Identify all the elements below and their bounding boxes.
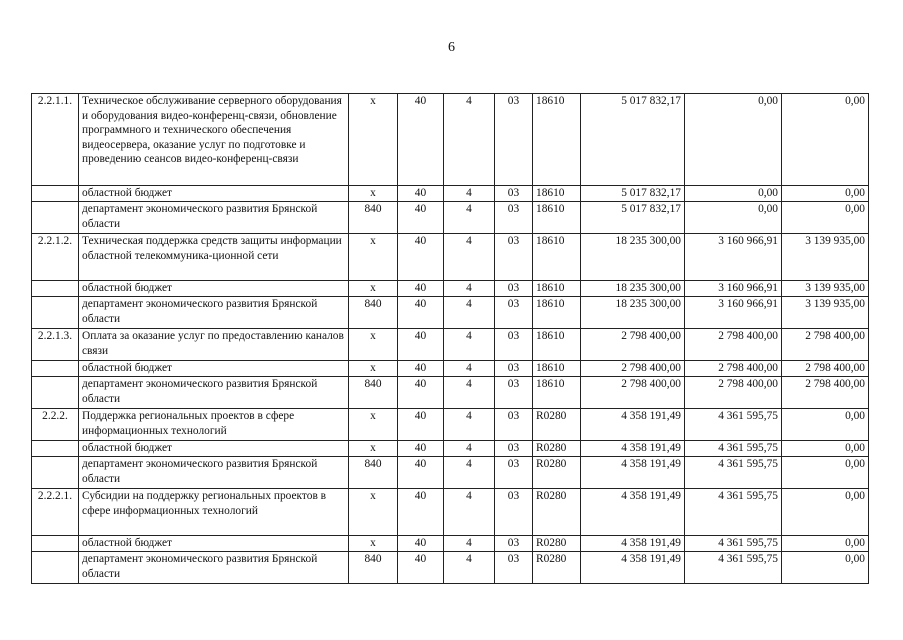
cell-amount-year-3: 2 798 400,00: [782, 361, 869, 377]
cell-section: 40: [398, 202, 444, 234]
cell-subsection: 4: [444, 441, 495, 457]
cell-amount-year-2: 2 798 400,00: [685, 329, 782, 361]
cell-grbs: x: [349, 186, 398, 202]
cell-description: департамент экономического развития Брянской области: [79, 552, 349, 584]
cell-item-number: 2.2.2.1.: [32, 489, 79, 536]
cell-expense-code: 18610: [533, 186, 581, 202]
cell-amount-year-1: 18 235 300,00: [581, 281, 685, 297]
cell-amount-year-2: 3 160 966,91: [685, 281, 782, 297]
cell-description: областной бюджет: [79, 281, 349, 297]
cell-expense-code: 18610: [533, 234, 581, 281]
cell-amount-year-3: 0,00: [782, 489, 869, 536]
cell-amount-year-3: 0,00: [782, 441, 869, 457]
table-row: [32, 186, 869, 202]
cell-subsection: 4: [444, 234, 495, 281]
cell-grbs: 840: [349, 377, 398, 409]
table-row: [32, 202, 869, 234]
cell-section: 40: [398, 377, 444, 409]
cell-grbs: 840: [349, 552, 398, 584]
cell-target-article: 03: [495, 552, 533, 584]
cell-description: Поддержка региональных проектов в сфере информационных технологий: [79, 409, 349, 441]
cell-section: 40: [398, 281, 444, 297]
table-row: [32, 441, 869, 457]
cell-amount-year-1: 5 017 832,17: [581, 202, 685, 234]
cell-item-number: [32, 457, 79, 489]
cell-amount-year-2: 4 361 595,75: [685, 552, 782, 584]
cell-amount-year-2: 4 361 595,75: [685, 409, 782, 441]
table-row: [32, 329, 869, 361]
cell-expense-code: R0280: [533, 457, 581, 489]
cell-grbs: x: [349, 489, 398, 536]
cell-section: 40: [398, 329, 444, 361]
cell-amount-year-1: 4 358 191,49: [581, 441, 685, 457]
cell-target-article: 03: [495, 377, 533, 409]
table-row: [32, 457, 869, 489]
cell-grbs: 840: [349, 297, 398, 329]
cell-grbs: x: [349, 281, 398, 297]
cell-amount-year-2: 4 361 595,75: [685, 536, 782, 552]
cell-target-article: 03: [495, 281, 533, 297]
cell-subsection: 4: [444, 94, 495, 186]
cell-amount-year-3: 0,00: [782, 202, 869, 234]
cell-section: 40: [398, 94, 444, 186]
cell-section: 40: [398, 457, 444, 489]
cell-target-article: 03: [495, 409, 533, 441]
cell-target-article: 03: [495, 329, 533, 361]
cell-amount-year-3: 0,00: [782, 552, 869, 584]
cell-expense-code: 18610: [533, 361, 581, 377]
cell-target-article: 03: [495, 441, 533, 457]
cell-description: департамент экономического развития Брянской области: [79, 457, 349, 489]
cell-item-number: 2.2.1.1.: [32, 94, 79, 186]
cell-description: Техническая поддержка средств защиты информации областной телекоммуника-ционной сети: [79, 234, 349, 281]
cell-grbs: x: [349, 441, 398, 457]
cell-expense-code: 18610: [533, 329, 581, 361]
cell-item-number: [32, 202, 79, 234]
cell-amount-year-1: 4 358 191,49: [581, 409, 685, 441]
cell-target-article: 03: [495, 361, 533, 377]
table-row: [32, 94, 869, 186]
cell-amount-year-1: 2 798 400,00: [581, 377, 685, 409]
cell-subsection: 4: [444, 457, 495, 489]
cell-description: Оплата за оказание услуг по предоставлению каналов связи: [79, 329, 349, 361]
cell-amount-year-1: 4 358 191,49: [581, 489, 685, 536]
cell-expense-code: R0280: [533, 536, 581, 552]
cell-target-article: 03: [495, 536, 533, 552]
cell-amount-year-2: 3 160 966,91: [685, 297, 782, 329]
cell-subsection: 4: [444, 297, 495, 329]
table-row: [32, 281, 869, 297]
cell-target-article: 03: [495, 94, 533, 186]
cell-amount-year-1: 18 235 300,00: [581, 234, 685, 281]
cell-target-article: 03: [495, 186, 533, 202]
cell-item-number: 2.2.1.3.: [32, 329, 79, 361]
table-row: [32, 297, 869, 329]
cell-subsection: 4: [444, 186, 495, 202]
cell-amount-year-3: 0,00: [782, 186, 869, 202]
cell-item-number: [32, 297, 79, 329]
cell-amount-year-1: 5 017 832,17: [581, 94, 685, 186]
budget-table: [31, 93, 869, 584]
table-row: [32, 409, 869, 441]
table-body: [32, 94, 869, 584]
cell-expense-code: 18610: [533, 377, 581, 409]
cell-section: 40: [398, 441, 444, 457]
cell-item-number: [32, 377, 79, 409]
cell-expense-code: 18610: [533, 94, 581, 186]
cell-target-article: 03: [495, 297, 533, 329]
cell-subsection: 4: [444, 552, 495, 584]
cell-expense-code: 18610: [533, 281, 581, 297]
cell-target-article: 03: [495, 489, 533, 536]
cell-amount-year-3: 3 139 935,00: [782, 297, 869, 329]
page-number: 6: [448, 40, 455, 55]
table-row: [32, 552, 869, 584]
cell-amount-year-2: 4 361 595,75: [685, 441, 782, 457]
cell-target-article: 03: [495, 457, 533, 489]
cell-amount-year-3: 0,00: [782, 94, 869, 186]
cell-expense-code: R0280: [533, 489, 581, 536]
table-row: [32, 234, 869, 281]
cell-description: областной бюджет: [79, 361, 349, 377]
cell-subsection: 4: [444, 489, 495, 536]
cell-grbs: x: [349, 361, 398, 377]
cell-description: департамент экономического развития Брянской области: [79, 377, 349, 409]
cell-section: 40: [398, 552, 444, 584]
cell-section: 40: [398, 297, 444, 329]
cell-subsection: 4: [444, 329, 495, 361]
cell-amount-year-3: 3 139 935,00: [782, 234, 869, 281]
cell-subsection: 4: [444, 377, 495, 409]
cell-amount-year-1: 4 358 191,49: [581, 552, 685, 584]
cell-amount-year-3: 2 798 400,00: [782, 377, 869, 409]
cell-subsection: 4: [444, 202, 495, 234]
cell-item-number: [32, 552, 79, 584]
cell-description: Субсидии на поддержку региональных проектов в сфере информационных технологий: [79, 489, 349, 536]
cell-grbs: x: [349, 94, 398, 186]
cell-amount-year-2: 2 798 400,00: [685, 361, 782, 377]
table-row: [32, 377, 869, 409]
cell-amount-year-1: 4 358 191,49: [581, 536, 685, 552]
cell-amount-year-3: 2 798 400,00: [782, 329, 869, 361]
cell-description: департамент экономического развития Брянской области: [79, 297, 349, 329]
cell-expense-code: 18610: [533, 202, 581, 234]
cell-target-article: 03: [495, 234, 533, 281]
cell-grbs: x: [349, 409, 398, 441]
cell-item-number: 2.2.1.2.: [32, 234, 79, 281]
cell-section: 40: [398, 234, 444, 281]
cell-amount-year-1: 5 017 832,17: [581, 186, 685, 202]
cell-subsection: 4: [444, 409, 495, 441]
cell-amount-year-2: 3 160 966,91: [685, 234, 782, 281]
cell-expense-code: R0280: [533, 409, 581, 441]
cell-amount-year-3: 0,00: [782, 409, 869, 441]
cell-amount-year-2: 4 361 595,75: [685, 489, 782, 536]
cell-subsection: 4: [444, 281, 495, 297]
cell-amount-year-3: 0,00: [782, 457, 869, 489]
cell-amount-year-2: 0,00: [685, 202, 782, 234]
cell-section: 40: [398, 361, 444, 377]
cell-section: 40: [398, 536, 444, 552]
cell-amount-year-2: 2 798 400,00: [685, 377, 782, 409]
cell-amount-year-2: 0,00: [685, 186, 782, 202]
cell-amount-year-1: 4 358 191,49: [581, 457, 685, 489]
cell-amount-year-2: 4 361 595,75: [685, 457, 782, 489]
cell-subsection: 4: [444, 536, 495, 552]
cell-item-number: [32, 186, 79, 202]
cell-item-number: [32, 536, 79, 552]
cell-expense-code: 18610: [533, 297, 581, 329]
cell-item-number: [32, 281, 79, 297]
cell-item-number: 2.2.2.: [32, 409, 79, 441]
cell-amount-year-3: 3 139 935,00: [782, 281, 869, 297]
table-row: [32, 536, 869, 552]
cell-subsection: 4: [444, 361, 495, 377]
cell-section: 40: [398, 409, 444, 441]
cell-grbs: 840: [349, 457, 398, 489]
cell-description: областной бюджет: [79, 441, 349, 457]
cell-description: департамент экономического развития Брянской области: [79, 202, 349, 234]
table-row: [32, 361, 869, 377]
cell-grbs: x: [349, 234, 398, 281]
cell-target-article: 03: [495, 202, 533, 234]
cell-amount-year-3: 0,00: [782, 536, 869, 552]
cell-grbs: x: [349, 329, 398, 361]
cell-description: областной бюджет: [79, 186, 349, 202]
cell-item-number: [32, 361, 79, 377]
cell-expense-code: R0280: [533, 441, 581, 457]
cell-section: 40: [398, 186, 444, 202]
cell-item-number: [32, 441, 79, 457]
cell-amount-year-1: 18 235 300,00: [581, 297, 685, 329]
cell-amount-year-1: 2 798 400,00: [581, 329, 685, 361]
cell-grbs: x: [349, 536, 398, 552]
cell-section: 40: [398, 489, 444, 536]
cell-amount-year-2: 0,00: [685, 94, 782, 186]
cell-grbs: 840: [349, 202, 398, 234]
cell-amount-year-1: 2 798 400,00: [581, 361, 685, 377]
cell-description: областной бюджет: [79, 536, 349, 552]
cell-expense-code: R0280: [533, 552, 581, 584]
table-row: [32, 489, 869, 536]
cell-description: Техническое обслуживание серверного оборудования и оборудования видео-конференц-связи, обновление программного и технического обеспечения видеосервера, оказание услуг по подготовке и проведению сеансов видео-конференц-связи: [79, 94, 349, 186]
